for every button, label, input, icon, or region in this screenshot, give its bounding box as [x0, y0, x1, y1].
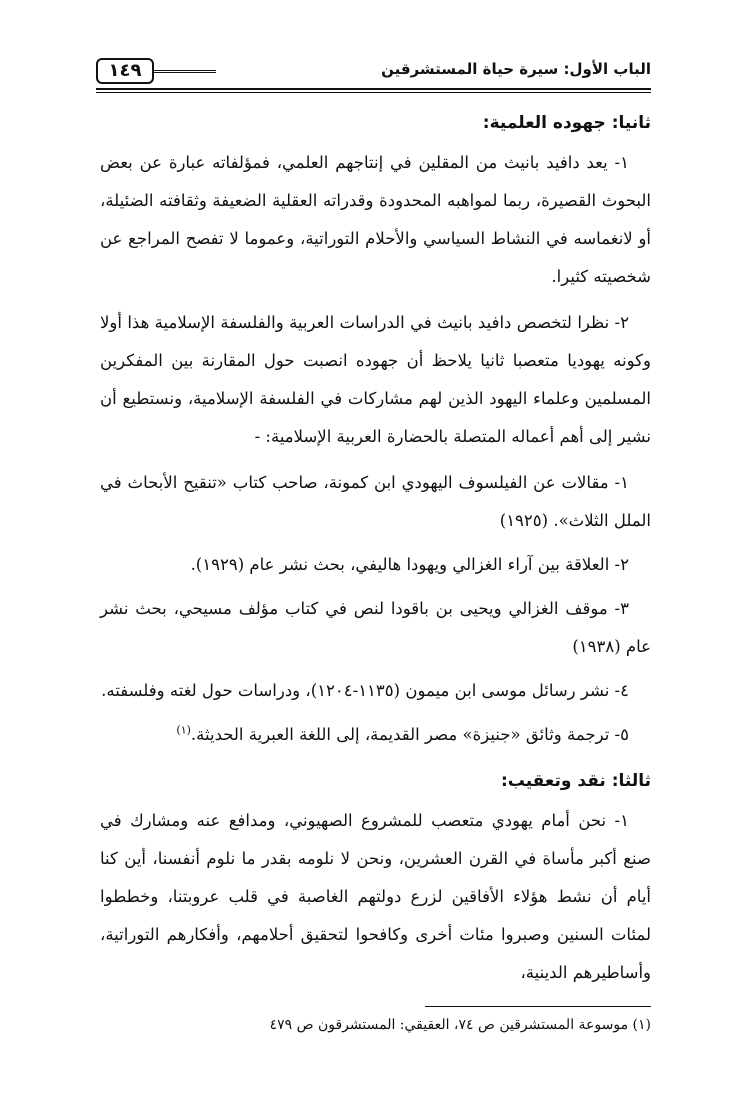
chapter-title: الباب الأول: سيرة حياة المستشرقين: [381, 60, 651, 78]
section-heading-scientific-efforts: ثانيا: جهوده العلمية:: [482, 113, 651, 133]
page-body: [100, 106, 651, 1000]
footnote: (١) موسوعة المستشرقين ص ٧٤، العقيقي: المستشرقون ص ٤٧٩: [269, 1017, 651, 1033]
works-list-item: ٤- نشر رسائل موسى ابن ميمون (١١٣٥-١٢٠٤)، ودراسات حول لغته وفلسفته.: [101, 681, 629, 700]
paragraph: ١- نحن أمام يهودي متعصب للمشروع الصهيوني، ومدافع عنه ومشارك في صنع أكبر مأساة في القرن العشرين، ونحن لا نلومه بقدر ما نلوم أنفسنا، أين كنا أيام أن نشط هؤلاء الأفاقين لزرع دولتهم الغاصبة في قلب عروبتنا، وخططوا لمئات السنين وصبروا مئات أخرى وكافحوا لتحقيق أحلامهم، وأفكارهم التوراتية، وأساطيرهم الدينية،: [100, 811, 651, 982]
paragraph: ١- يعد دافيد بانيث من المقلين في إنتاجهم العلمي، فمؤلفاته عبارة عن بعض البحوث القصيرة، ربما لمواهبه المحدودة وقدراته العقلية الضعيفة وثقافته الضئيلة، أو لانغماسه في النشاط السياسي والأحلام التوراتية، وعموما لا تفصح المراجع عن شخصيته كثيرا.: [100, 153, 651, 286]
header-divider-thin: [96, 92, 651, 93]
header-ornament-rule: [154, 70, 216, 73]
section-heading-critique: ثالثا: نقد وتعقيب:: [500, 771, 651, 791]
works-list-item: ١- مقالات عن الفيلسوف اليهودي ابن كمونة، صاحب كتاب «تنقيح الأبحاث في الملل الثلاث». (١٩٢٥): [100, 473, 651, 530]
works-list-item-text: ٥- ترجمة وثائق «جنيزة» مصر القديمة، إلى اللغة العبرية الحديثة.: [190, 725, 629, 744]
works-list-item: ٢- العلاقة بين آراء الغزالي ويهودا هاليفي، بحث نشر عام (١٩٢٩).: [190, 555, 629, 574]
header-divider: [96, 88, 651, 90]
works-list-item: [100, 716, 651, 754]
running-header: [96, 58, 651, 88]
footnote-reference[interactable]: (١): [176, 723, 191, 737]
paragraph: ٢- نظرا لتخصص دافيد بانيث في الدراسات العربية والفلسفة الإسلامية هذا أولا وكونه يهوديا متعصبا ثانيا يلاحظ أن جهوده انصبت حول المقارنة بين المفكرين المسلمين وعلماء اليهود الذين لهم مشاركات في الفلسفة الإسلامية، ونستطيع أن نشير إلى أهم أعماله المتصلة بالحضارة العربية الإسلامية: -: [100, 313, 651, 446]
footnote-divider: [425, 1006, 651, 1007]
page-number: ١٤٩: [96, 58, 154, 84]
works-list-item: ٣- موقف الغزالي ويحيى بن باقودا لنص في كتاب مؤلف مسيحي، بحث نشر عام (١٩٣٨): [100, 599, 651, 656]
